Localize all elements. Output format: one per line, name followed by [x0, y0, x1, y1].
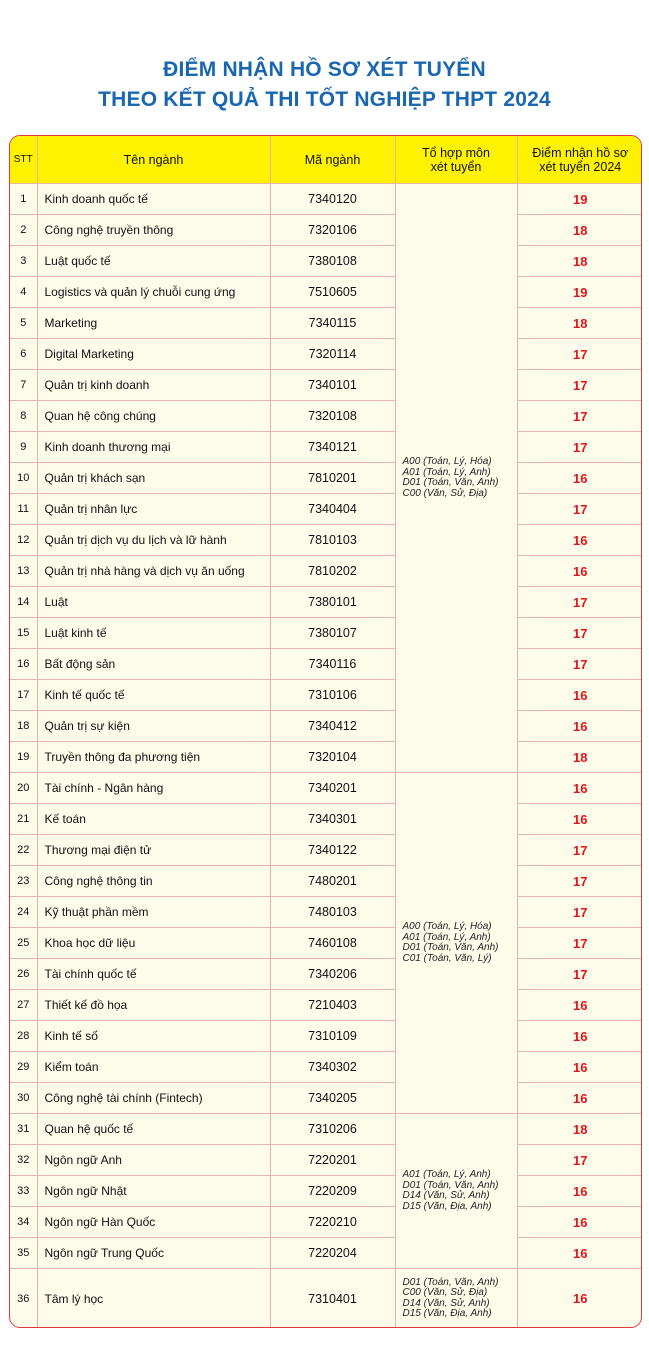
table-row	[10, 897, 642, 928]
row-major-code: 7380108	[270, 246, 395, 277]
table-row	[10, 401, 642, 432]
row-stt: 24	[10, 897, 37, 928]
row-score: 19	[517, 184, 642, 215]
row-score: 19	[517, 277, 642, 308]
row-major-code: 7340115	[270, 308, 395, 339]
row-major-name: Kỹ thuật phần mềm	[37, 897, 270, 928]
row-stt: 1	[10, 184, 37, 215]
row-major-code: 7340120	[270, 184, 395, 215]
subject-combo: A01 (Toán, Lý, Anh)	[402, 1169, 491, 1180]
row-stt: 28	[10, 1021, 37, 1052]
row-major-name: Luật quốc tế	[37, 246, 270, 277]
row-score: 17	[517, 649, 642, 680]
subject-combo: D01 (Toán, Văn, Anh)	[402, 1179, 499, 1191]
subject-combo: D01 (Toán, Văn, Anh)	[402, 942, 499, 953]
table-row	[10, 1114, 642, 1145]
row-major-code: 7310109	[270, 1021, 395, 1052]
header-name: Tên ngành	[37, 136, 270, 184]
subject-combos	[395, 184, 517, 773]
row-major-code: 7340122	[270, 835, 395, 866]
subject-combos	[395, 1114, 517, 1269]
row-major-name: Tâm lý học	[37, 1269, 270, 1329]
table-row	[10, 277, 642, 308]
row-major-code: 7310206	[270, 1114, 395, 1145]
table-row	[10, 1269, 642, 1329]
subject-combo: D14 (Văn, Sử, Anh)	[402, 1297, 490, 1309]
row-major-name: Ngôn ngữ Anh	[37, 1145, 270, 1176]
row-score: 17	[517, 835, 642, 866]
row-major-name: Quản trị khách sạn	[37, 463, 270, 494]
table-row	[10, 804, 642, 835]
row-major-code: 7320104	[270, 742, 395, 773]
row-stt: 35	[10, 1238, 37, 1269]
row-score: 16	[517, 556, 642, 587]
row-major-code: 7380107	[270, 618, 395, 649]
row-score: 17	[517, 959, 642, 990]
row-stt: 13	[10, 556, 37, 587]
row-stt: 29	[10, 1052, 37, 1083]
row-stt: 33	[10, 1176, 37, 1207]
row-score: 17	[517, 339, 642, 370]
subject-combo: A01 (Toán, Lý, Anh)	[402, 931, 491, 943]
table-row	[10, 587, 642, 618]
row-major-name: Thương mại điện tử	[37, 835, 270, 866]
row-major-code: 7210403	[270, 990, 395, 1021]
row-major-code: 7310401	[270, 1269, 395, 1329]
row-score: 16	[517, 525, 642, 556]
table-row	[10, 618, 642, 649]
header-stt: STT	[10, 136, 37, 184]
subject-combo: C00 (Văn, Sử, Địa)	[402, 487, 488, 499]
table-header-row	[10, 136, 642, 184]
row-stt: 20	[10, 773, 37, 804]
row-stt: 11	[10, 494, 37, 525]
row-major-code: 7340301	[270, 804, 395, 835]
row-score: 16	[517, 990, 642, 1021]
row-score: 17	[517, 432, 642, 463]
table-row	[10, 649, 642, 680]
subject-combo: A01 (Toán, Lý, Anh)	[402, 466, 491, 478]
table-row	[10, 525, 642, 556]
table-row	[10, 680, 642, 711]
row-major-name: Ngôn ngữ Trung Quốc	[37, 1238, 270, 1269]
row-score: 16	[517, 1238, 642, 1269]
row-stt: 23	[10, 866, 37, 897]
row-major-code: 7340205	[270, 1083, 395, 1114]
row-stt: 27	[10, 990, 37, 1021]
row-major-name: Bất động sản	[37, 649, 270, 680]
title-line-1: ĐIỂM NHẬN HỒ SƠ XÉT TUYỂN	[163, 58, 486, 81]
row-score: 18	[517, 215, 642, 246]
table-row	[10, 339, 642, 370]
table-row	[10, 308, 642, 339]
row-stt: 6	[10, 339, 37, 370]
row-major-name: Luật	[37, 587, 270, 618]
table-row	[10, 1176, 642, 1207]
row-major-code: 7340116	[270, 649, 395, 680]
subject-combo: D14 (Văn, Sử, Anh)	[402, 1190, 490, 1201]
row-score: 16	[517, 804, 642, 835]
row-score: 16	[517, 1083, 642, 1114]
row-major-name: Logistics và quản lý chuỗi cung ứng	[37, 277, 270, 308]
table-row	[10, 1083, 642, 1114]
row-major-code: 7380101	[270, 587, 395, 618]
row-major-name: Công nghệ thông tin	[37, 866, 270, 897]
subject-combo: D01 (Toán, Văn, Anh)	[402, 477, 499, 488]
table-row	[10, 1145, 642, 1176]
row-stt: 4	[10, 277, 37, 308]
row-major-name: Kiểm toán	[37, 1052, 270, 1083]
row-major-code: 7320106	[270, 215, 395, 246]
row-score: 16	[517, 773, 642, 804]
row-major-name: Kinh tế quốc tế	[37, 680, 270, 711]
row-major-code: 7320114	[270, 339, 395, 370]
row-score: 17	[517, 618, 642, 649]
row-major-name: Quan hệ quốc tế	[37, 1114, 270, 1145]
row-stt: 8	[10, 401, 37, 432]
row-major-code: 7480201	[270, 866, 395, 897]
header-combo-line2: xét tuyển	[430, 159, 482, 174]
row-score: 18	[517, 246, 642, 277]
row-major-code: 7480103	[270, 897, 395, 928]
row-score: 18	[517, 308, 642, 339]
row-score: 17	[517, 1145, 642, 1176]
row-major-code: 7340201	[270, 773, 395, 804]
row-major-name: Digital Marketing	[37, 339, 270, 370]
table-row	[10, 1021, 642, 1052]
table-row	[10, 1238, 642, 1269]
row-major-code: 7340206	[270, 959, 395, 990]
header-combo-line1: Tổ hợp môn	[422, 145, 490, 160]
row-score: 16	[517, 1207, 642, 1238]
table-row	[10, 835, 642, 866]
row-score: 17	[517, 897, 642, 928]
title-line-2: THEO KẾT QUẢ THI TỐT NGHIỆP THPT 2024	[98, 88, 551, 111]
row-major-name: Ngôn ngữ Hàn Quốc	[37, 1207, 270, 1238]
table-row	[10, 556, 642, 587]
row-stt: 15	[10, 618, 37, 649]
row-score: 16	[517, 1021, 642, 1052]
row-major-name: Kinh doanh thương mại	[37, 432, 270, 463]
row-score: 16	[517, 680, 642, 711]
row-major-name: Công nghệ tài chính (Fintech)	[37, 1083, 270, 1114]
row-major-code: 7340101	[270, 370, 395, 401]
row-major-code: 7220210	[270, 1207, 395, 1238]
row-score: 16	[517, 1269, 642, 1329]
header-combo	[395, 136, 517, 184]
row-major-name: Kinh doanh quốc tế	[37, 184, 270, 215]
row-major-code: 7510605	[270, 277, 395, 308]
table-row	[10, 494, 642, 525]
row-stt: 2	[10, 215, 37, 246]
row-score: 17	[517, 494, 642, 525]
row-stt: 16	[10, 649, 37, 680]
row-stt: 17	[10, 680, 37, 711]
subject-combo: A00 (Toán, Lý, Hóa)	[402, 921, 492, 932]
row-major-code: 7220209	[270, 1176, 395, 1207]
page-title	[0, 55, 649, 115]
row-stt: 36	[10, 1269, 37, 1329]
row-major-code: 7220201	[270, 1145, 395, 1176]
row-major-name: Marketing	[37, 308, 270, 339]
row-major-name: Tài chính - Ngân hàng	[37, 773, 270, 804]
row-major-code: 7310106	[270, 680, 395, 711]
subject-combo: D15 (Văn, Địa, Anh)	[402, 1308, 492, 1320]
table-row	[10, 959, 642, 990]
row-score: 16	[517, 1052, 642, 1083]
table-body	[10, 184, 642, 1329]
subject-combos	[395, 1269, 517, 1329]
row-score: 18	[517, 742, 642, 773]
row-major-name: Truyền thông đa phương tiện	[37, 742, 270, 773]
row-major-code: 7460108	[270, 928, 395, 959]
table-row	[10, 246, 642, 277]
row-score: 16	[517, 463, 642, 494]
row-score: 18	[517, 1114, 642, 1145]
table-row	[10, 1052, 642, 1083]
row-stt: 3	[10, 246, 37, 277]
subject-combo: D01 (Toán, Văn, Anh)	[402, 1276, 499, 1288]
row-score: 17	[517, 401, 642, 432]
row-stt: 21	[10, 804, 37, 835]
row-major-name: Quản trị sự kiện	[37, 711, 270, 742]
row-major-code: 7340404	[270, 494, 395, 525]
row-score: 17	[517, 866, 642, 897]
subject-combo: D15 (Văn, Địa, Anh)	[402, 1200, 492, 1212]
table-row	[10, 432, 642, 463]
row-stt: 31	[10, 1114, 37, 1145]
row-major-code: 7810201	[270, 463, 395, 494]
row-stt: 9	[10, 432, 37, 463]
header-score-line1: Điểm nhận hồ sơ	[532, 145, 629, 160]
row-major-name: Kế toán	[37, 804, 270, 835]
row-stt: 18	[10, 711, 37, 742]
row-stt: 25	[10, 928, 37, 959]
subject-combos	[395, 773, 517, 1114]
row-major-code: 7810103	[270, 525, 395, 556]
table-row	[10, 184, 642, 215]
subject-combo: C00 (Văn, Sử, Địa)	[402, 1287, 488, 1299]
table-row	[10, 773, 642, 804]
row-major-name: Thiết kế đồ họa	[37, 990, 270, 1021]
table-row	[10, 742, 642, 773]
row-score: 17	[517, 928, 642, 959]
row-stt: 32	[10, 1145, 37, 1176]
row-stt: 14	[10, 587, 37, 618]
row-stt: 19	[10, 742, 37, 773]
row-stt: 26	[10, 959, 37, 990]
header-code: Mã ngành	[270, 136, 395, 184]
row-major-name: Công nghệ truyền thông	[37, 215, 270, 246]
row-major-code: 7320108	[270, 401, 395, 432]
header-score-line2: xét tuyển 2024	[539, 159, 622, 174]
row-major-name: Quản trị nhân lực	[37, 494, 270, 525]
row-major-name: Ngôn ngữ Nhật	[37, 1176, 270, 1207]
row-stt: 30	[10, 1083, 37, 1114]
subject-combo: A00 (Toán, Lý, Hóa)	[402, 456, 492, 467]
row-major-name: Luật kinh tế	[37, 618, 270, 649]
row-major-name: Quan hệ công chúng	[37, 401, 270, 432]
row-major-code: 7340121	[270, 432, 395, 463]
row-stt: 22	[10, 835, 37, 866]
row-score: 17	[517, 587, 642, 618]
table-row	[10, 1207, 642, 1238]
subject-combo: C01 (Toán, Văn, Lý)	[402, 952, 492, 964]
row-stt: 7	[10, 370, 37, 401]
admission-score-table	[9, 135, 642, 1328]
row-major-name: Quản trị nhà hàng và dịch vụ ăn uống	[37, 556, 270, 587]
row-score: 16	[517, 711, 642, 742]
row-stt: 12	[10, 525, 37, 556]
row-major-name: Tài chính quốc tế	[37, 959, 270, 990]
row-score: 16	[517, 1176, 642, 1207]
table-row	[10, 866, 642, 897]
table-row	[10, 463, 642, 494]
table-row	[10, 711, 642, 742]
table-row	[10, 370, 642, 401]
row-major-name: Quản trị kinh doanh	[37, 370, 270, 401]
row-major-name: Quản trị dịch vụ du lịch và lữ hành	[37, 525, 270, 556]
table-row	[10, 215, 642, 246]
row-major-name: Kinh tế số	[37, 1021, 270, 1052]
row-stt: 5	[10, 308, 37, 339]
table-row	[10, 990, 642, 1021]
row-major-name: Khoa học dữ liệu	[37, 928, 270, 959]
row-score: 17	[517, 370, 642, 401]
row-stt: 34	[10, 1207, 37, 1238]
row-major-code: 7340302	[270, 1052, 395, 1083]
row-major-code: 7810202	[270, 556, 395, 587]
row-major-code: 7340412	[270, 711, 395, 742]
row-stt: 10	[10, 463, 37, 494]
row-major-code: 7220204	[270, 1238, 395, 1269]
header-score	[517, 136, 642, 184]
table-row	[10, 928, 642, 959]
